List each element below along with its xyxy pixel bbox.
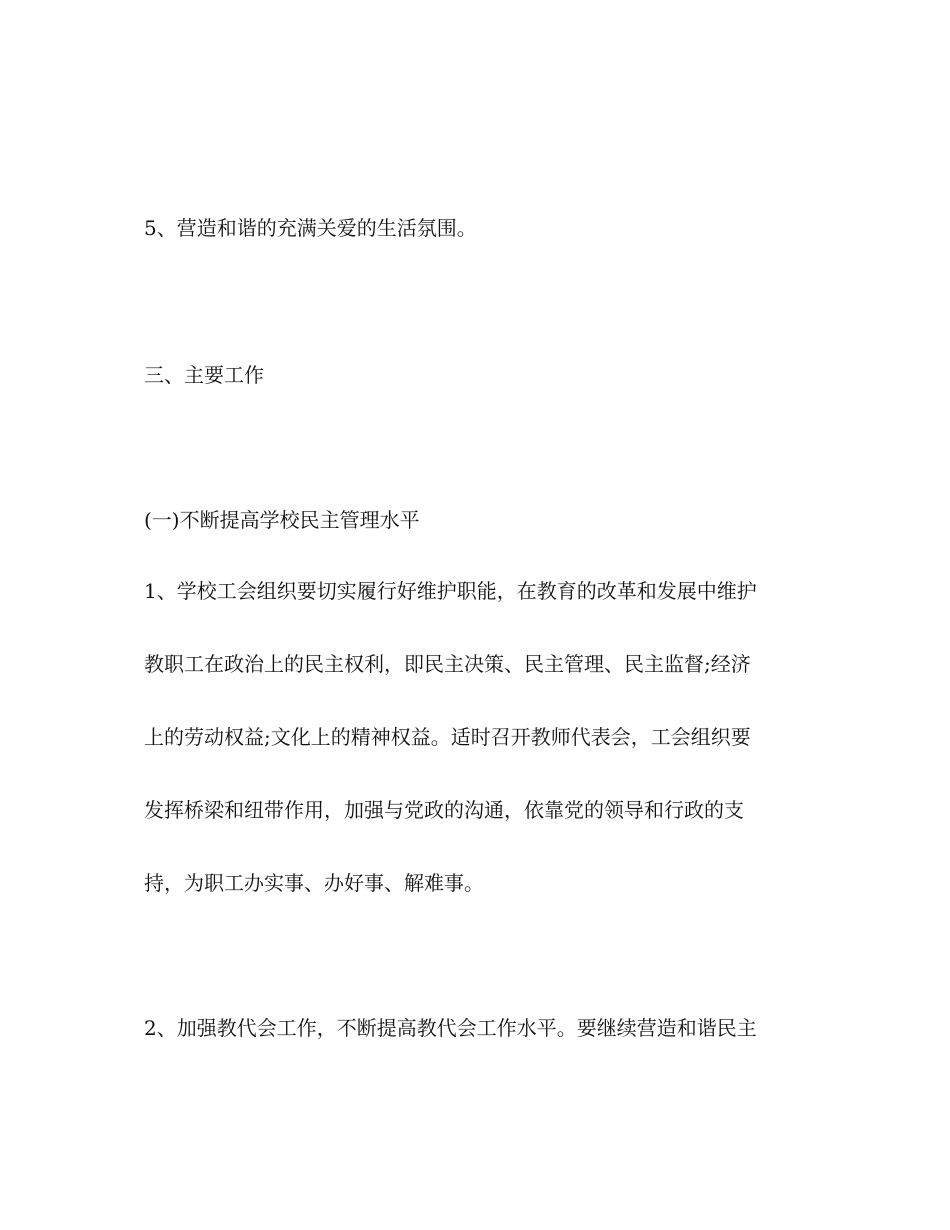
subsection-heading: (一)不断提高学校民主管理水平 bbox=[144, 508, 420, 532]
list-item-5: 5、营造和谐的充满关爱的生活氛围。 bbox=[144, 216, 477, 240]
paragraph-1-line-1: 1、学校工会组织要切实履行好维护职能，在教育的改革和发展中维护 bbox=[144, 579, 757, 603]
paragraph-1-line-5: 持，为职工办实事、办好事、解难事。 bbox=[144, 871, 484, 895]
paragraph-1-line-3: 上的劳动权益;文化上的精神权益。适时召开教师代表会，工会组织要 bbox=[144, 725, 751, 749]
paragraph-1-line-4: 发挥桥梁和纽带作用，加强与党政的沟通，依靠党的领导和行政的支 bbox=[144, 798, 744, 822]
paragraph-1-line-2: 教职工在政治上的民主权利，即民主决策、民主管理、民主监督;经济 bbox=[144, 652, 751, 676]
paragraph-2-line-1: 2、加强教代会工作，不断提高教代会工作水平。要继续营造和谐民主 bbox=[144, 1016, 757, 1040]
section-heading-main-work: 三、主要工作 bbox=[144, 363, 264, 387]
